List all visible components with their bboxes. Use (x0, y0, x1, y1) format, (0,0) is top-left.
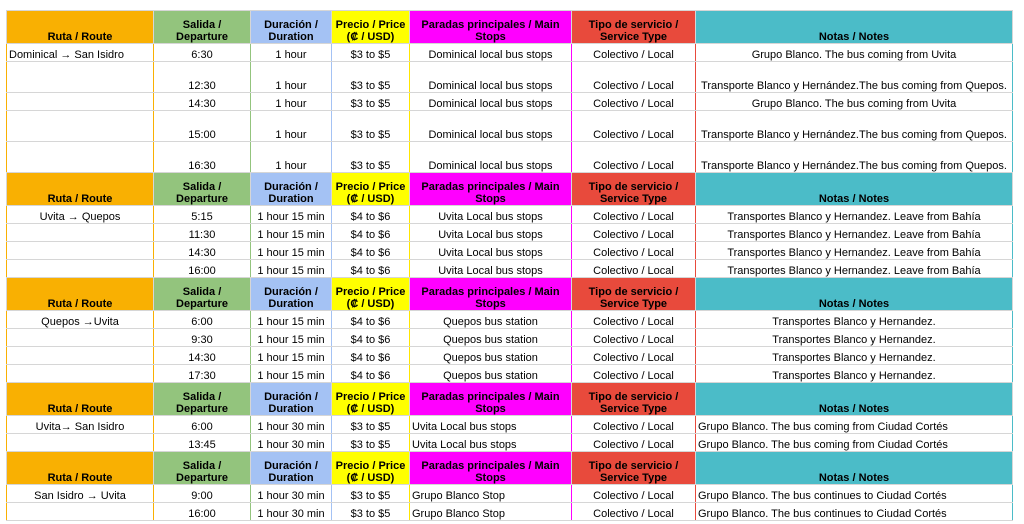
header-route: Ruta / Route (7, 173, 154, 206)
route-cell (7, 434, 154, 452)
stops-cell: Dominical local bus stops (410, 93, 572, 111)
stops-cell: Dominical local bus stops (410, 62, 572, 93)
departure-cell: 16:00 (154, 503, 251, 521)
notes-cell: Transporte Blanco y Hernández.The bus coming from Quepos. (696, 111, 1013, 142)
table-row (7, 347, 1013, 365)
price-cell: $3 to $5 (332, 111, 410, 142)
route-cell: Uvita→ San Isidro (7, 416, 154, 434)
header-departure: Salida / Departure (154, 383, 251, 416)
header-departure: Salida / Departure (154, 173, 251, 206)
notes-cell: Transporte Blanco y Hernández.The bus coming from Quepos. (696, 62, 1013, 93)
route-cell: Quepos →Uvita (7, 311, 154, 329)
notes-cell: Transportes Blanco y Hernandez. Leave from Bahía (696, 206, 1013, 224)
service-cell: Colectivo / Local (572, 206, 696, 224)
section-header-row (7, 383, 1013, 416)
departure-cell: 15:00 (154, 111, 251, 142)
stops-cell: Uvita Local bus stops (410, 242, 572, 260)
section-header-row (7, 278, 1013, 311)
stops-cell: Uvita Local bus stops (410, 206, 572, 224)
price-cell: $3 to $5 (332, 93, 410, 111)
price-cell: $4 to $6 (332, 260, 410, 278)
table-row (7, 260, 1013, 278)
stops-cell: Dominical local bus stops (410, 44, 572, 62)
header-stops: Paradas principales / Main Stops (410, 452, 572, 485)
departure-cell: 5:15 (154, 206, 251, 224)
notes-cell: Transporte Blanco y Hernández.The bus coming from Quepos. (696, 142, 1013, 173)
table-row (7, 434, 1013, 452)
duration-cell: 1 hour (251, 93, 332, 111)
stops-cell: Uvita Local bus stops (410, 416, 572, 434)
notes-cell: Grupo Blanco. The bus coming from Ciudad Cortés (696, 416, 1013, 434)
table-row (7, 329, 1013, 347)
stops-cell: Quepos bus station (410, 311, 572, 329)
table-row (7, 311, 1013, 329)
stops-cell: Quepos bus station (410, 365, 572, 383)
header-service: Tipo de servicio / Service Type (572, 383, 696, 416)
stops-cell: Uvita Local bus stops (410, 434, 572, 452)
departure-cell: 6:00 (154, 416, 251, 434)
price-cell: $3 to $5 (332, 142, 410, 173)
service-cell: Colectivo / Local (572, 311, 696, 329)
header-departure: Salida / Departure (154, 11, 251, 44)
table-row (7, 242, 1013, 260)
notes-cell: Grupo Blanco. The bus continues to Ciudad Cortés (696, 485, 1013, 503)
stops-cell: Quepos bus station (410, 347, 572, 365)
duration-cell: 1 hour 30 min (251, 485, 332, 503)
duration-cell: 1 hour 15 min (251, 242, 332, 260)
route-cell (7, 365, 154, 383)
duration-cell: 1 hour 15 min (251, 260, 332, 278)
route-cell (7, 260, 154, 278)
table-row (7, 111, 1013, 142)
service-cell: Colectivo / Local (572, 62, 696, 93)
notes-cell: Transportes Blanco y Hernandez. (696, 365, 1013, 383)
service-cell: Colectivo / Local (572, 347, 696, 365)
header-price: Precio / Price (₡ / USD) (332, 278, 410, 311)
departure-cell: 9:30 (154, 329, 251, 347)
route-cell (7, 93, 154, 111)
notes-cell: Transportes Blanco y Hernandez. Leave from Bahía (696, 242, 1013, 260)
departure-cell: 11:30 (154, 224, 251, 242)
table-row (7, 416, 1013, 434)
header-stops: Paradas principales / Main Stops (410, 383, 572, 416)
header-price: Precio / Price (₡ / USD) (332, 383, 410, 416)
duration-cell: 1 hour (251, 142, 332, 173)
duration-cell: 1 hour (251, 111, 332, 142)
route-cell (7, 62, 154, 93)
bus-schedule-table (6, 10, 1013, 521)
header-notes: Notas / Notes (696, 452, 1013, 485)
route-cell (7, 329, 154, 347)
service-cell: Colectivo / Local (572, 142, 696, 173)
notes-cell: Transportes Blanco y Hernandez. Leave from Bahía (696, 260, 1013, 278)
header-departure: Salida / Departure (154, 452, 251, 485)
duration-cell: 1 hour 15 min (251, 347, 332, 365)
price-cell: $4 to $6 (332, 206, 410, 224)
route-cell: Dominical → San Isidro (7, 44, 154, 62)
header-service: Tipo de servicio / Service Type (572, 173, 696, 206)
header-duration: Duración / Duration (251, 11, 332, 44)
notes-cell: Grupo Blanco. The bus coming from Uvita (696, 93, 1013, 111)
header-route: Ruta / Route (7, 452, 154, 485)
header-notes: Notas / Notes (696, 383, 1013, 416)
notes-cell: Transportes Blanco y Hernandez. Leave from Bahía (696, 224, 1013, 242)
price-cell: $3 to $5 (332, 62, 410, 93)
price-cell: $4 to $6 (332, 329, 410, 347)
service-cell: Colectivo / Local (572, 434, 696, 452)
notes-cell: Transportes Blanco y Hernandez. (696, 329, 1013, 347)
service-cell: Colectivo / Local (572, 365, 696, 383)
price-cell: $3 to $5 (332, 44, 410, 62)
header-price: Precio / Price (₡ / USD) (332, 11, 410, 44)
header-service: Tipo de servicio / Service Type (572, 452, 696, 485)
duration-cell: 1 hour 30 min (251, 503, 332, 521)
route-cell (7, 142, 154, 173)
stops-cell: Grupo Blanco Stop (410, 503, 572, 521)
header-notes: Notas / Notes (696, 278, 1013, 311)
price-cell: $3 to $5 (332, 485, 410, 503)
stops-cell: Grupo Blanco Stop (410, 485, 572, 503)
service-cell: Colectivo / Local (572, 242, 696, 260)
duration-cell: 1 hour 15 min (251, 365, 332, 383)
duration-cell: 1 hour 15 min (251, 329, 332, 347)
header-price: Precio / Price (₡ / USD) (332, 452, 410, 485)
route-cell: San Isidro → Uvita (7, 485, 154, 503)
route-cell (7, 242, 154, 260)
table-row (7, 206, 1013, 224)
duration-cell: 1 hour 30 min (251, 434, 332, 452)
price-cell: $4 to $6 (332, 224, 410, 242)
header-route: Ruta / Route (7, 278, 154, 311)
duration-cell: 1 hour (251, 62, 332, 93)
departure-cell: 6:30 (154, 44, 251, 62)
price-cell: $3 to $5 (332, 416, 410, 434)
stops-cell: Quepos bus station (410, 329, 572, 347)
header-stops: Paradas principales / Main Stops (410, 173, 572, 206)
departure-cell: 14:30 (154, 93, 251, 111)
departure-cell: 17:30 (154, 365, 251, 383)
header-route: Ruta / Route (7, 383, 154, 416)
notes-cell: Grupo Blanco. The bus coming from Uvita (696, 44, 1013, 62)
departure-cell: 9:00 (154, 485, 251, 503)
departure-cell: 12:30 (154, 62, 251, 93)
section-header-row (7, 173, 1013, 206)
table-row (7, 503, 1013, 521)
departure-cell: 13:45 (154, 434, 251, 452)
table-row (7, 142, 1013, 173)
route-cell (7, 347, 154, 365)
price-cell: $4 to $6 (332, 365, 410, 383)
stops-cell: Uvita Local bus stops (410, 224, 572, 242)
table-row (7, 93, 1013, 111)
section-header-row (7, 452, 1013, 485)
header-notes: Notas / Notes (696, 11, 1013, 44)
header-price: Precio / Price (₡ / USD) (332, 173, 410, 206)
service-cell: Colectivo / Local (572, 329, 696, 347)
header-notes: Notas / Notes (696, 173, 1013, 206)
stops-cell: Uvita Local bus stops (410, 260, 572, 278)
price-cell: $3 to $5 (332, 434, 410, 452)
header-departure: Salida / Departure (154, 278, 251, 311)
route-cell (7, 224, 154, 242)
duration-cell: 1 hour 15 min (251, 224, 332, 242)
header-stops: Paradas principales / Main Stops (410, 11, 572, 44)
price-cell: $3 to $5 (332, 503, 410, 521)
service-cell: Colectivo / Local (572, 93, 696, 111)
stops-cell: Dominical local bus stops (410, 142, 572, 173)
table-row (7, 485, 1013, 503)
table-row (7, 365, 1013, 383)
stops-cell: Dominical local bus stops (410, 111, 572, 142)
departure-cell: 16:00 (154, 260, 251, 278)
header-stops: Paradas principales / Main Stops (410, 278, 572, 311)
notes-cell: Transportes Blanco y Hernandez. (696, 347, 1013, 365)
header-duration: Duración / Duration (251, 383, 332, 416)
departure-cell: 14:30 (154, 347, 251, 365)
table-row (7, 224, 1013, 242)
route-cell (7, 111, 154, 142)
header-service: Tipo de servicio / Service Type (572, 11, 696, 44)
header-service: Tipo de servicio / Service Type (572, 278, 696, 311)
price-cell: $4 to $6 (332, 242, 410, 260)
price-cell: $4 to $6 (332, 311, 410, 329)
notes-cell: Transportes Blanco y Hernandez. (696, 311, 1013, 329)
price-cell: $4 to $6 (332, 347, 410, 365)
notes-cell: Grupo Blanco. The bus continues to Ciudad Cortés (696, 503, 1013, 521)
service-cell: Colectivo / Local (572, 44, 696, 62)
notes-cell: Grupo Blanco. The bus coming from Ciudad Cortés (696, 434, 1013, 452)
route-cell: Uvita → Quepos (7, 206, 154, 224)
service-cell: Colectivo / Local (572, 503, 696, 521)
service-cell: Colectivo / Local (572, 485, 696, 503)
duration-cell: 1 hour 15 min (251, 206, 332, 224)
table-row (7, 62, 1013, 93)
table-row (7, 44, 1013, 62)
departure-cell: 16:30 (154, 142, 251, 173)
route-cell (7, 503, 154, 521)
service-cell: Colectivo / Local (572, 260, 696, 278)
service-cell: Colectivo / Local (572, 224, 696, 242)
duration-cell: 1 hour 15 min (251, 311, 332, 329)
departure-cell: 6:00 (154, 311, 251, 329)
section-header-row (7, 11, 1013, 44)
header-duration: Duración / Duration (251, 173, 332, 206)
service-cell: Colectivo / Local (572, 416, 696, 434)
header-route: Ruta / Route (7, 11, 154, 44)
duration-cell: 1 hour 30 min (251, 416, 332, 434)
header-duration: Duración / Duration (251, 452, 332, 485)
departure-cell: 14:30 (154, 242, 251, 260)
duration-cell: 1 hour (251, 44, 332, 62)
service-cell: Colectivo / Local (572, 111, 696, 142)
header-duration: Duración / Duration (251, 278, 332, 311)
